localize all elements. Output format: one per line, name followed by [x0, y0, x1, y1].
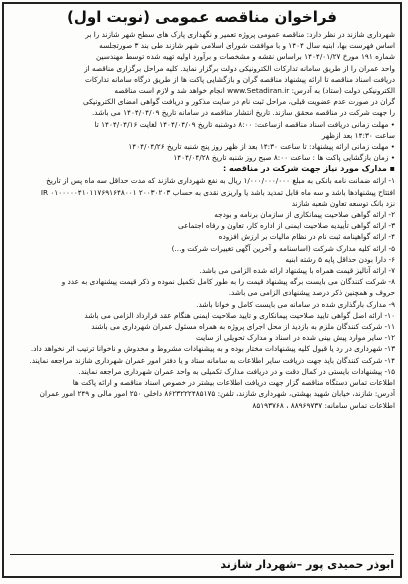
schedule-line: ساعت ۱۴:۳۰ بعد ازظهر: [321, 130, 395, 140]
document-item: ۲- ارائه گواهی صلاحیت پیمانکاری از سازمان برنامه و بودجه: [214, 210, 395, 220]
intro-line: شماره ۱۹۱ مورخ ۱۴۰۴/۰۱/۲۷ براساس نقشه و مشخصات و برآورد اولیه تهیه شده توسط مهندسین: [96, 52, 395, 62]
document-item: حروف و همچنین ذکر درصد پیشنهادی الزامی می باشد.: [228, 288, 395, 298]
document-item: ۹- مدارک بارگذاری شده در سامانه می بایست کامل و خوانا باشد.: [196, 299, 395, 309]
intro-line: را جهت شرکت در مناقصه محقق سازند. تاریخ انتشار مناقصه در سامانه تاریخ ۱۴۰۴/۰۴/۰۹ می باشد.: [91, 108, 395, 118]
signature: ابوذر حمیدی پور –شهردار شازند: [10, 554, 394, 573]
intro-line: اساس فهرست بها، ابنیه سال ۱۴۰۴ و با موافقت شورای اسلامی شهر شازند طی بند ۳ صورتجلسه: [99, 41, 395, 51]
document-item: ۷- ارائه آنالیز قیمت همراه با پیشنهاد ارائه شده الزامی می باشد.: [199, 266, 395, 276]
document-item: ۵- ارائه کلیه مدارک شرکت (اساسنامه و آخرین آگهی تغییرات شرکت و...): [171, 243, 395, 253]
contact-phone: اطلاعات تماس سامانه: ۸۸۹۶۹۷۳۷ ، ۸۵۱۹۳۷۶۸: [252, 400, 395, 410]
document-item: ۶- دارا بودن حداقل پایه ۵ رشته ابنیه: [285, 254, 395, 264]
schedule-line: • مهلت زمانی ارائه پیشنهاد: تا ساعت ۱۴:۳۰ بعد از ظهر روز پنج شنبه تاریخ ۱۴۰۴/۰۴/۲۶: [128, 142, 395, 152]
schedule-line: • مهلت زمانی دریافت اسناد مناقصه ازساعت: ۸:۰۰ دوشنبه تاریخ ۱۴۰۴/۰۴/۰۹ لغایت ۱۴۰۴/۰۴/۱۶ تا: [94, 119, 395, 129]
document-item: ۱۵- پیشنهادات بایستی در کمال دقت و در دریافت مدارک تکمیلی به واحد عمران شهرداری مراجعه نمایند.: [78, 366, 395, 376]
documents-heading: ▪ مدارک مورد نیاز جهت شرکت در مناقصه :: [9, 163, 395, 175]
intro-line: شهرداری شازند در نظر دارد: مناقصه عمومی پروژه تعمیر و نگهداری پارک های سطح شهر شازند را بر: [85, 30, 395, 39]
intro-paragraph: [9, 29, 395, 119]
document-item: ۱۲- سایر موارد پیش بینی شده در اسناد و مدارک تحویلی از سایت: [195, 333, 395, 343]
document-item: نزد بانک توسعه تعاون شعبه شازند: [291, 198, 395, 208]
documents-list: [9, 175, 395, 388]
contact-intro: اطلاعات تماس دستگاه مناقصه گزار جهت دریافت اطلاعات بیشتر در خصوص اسناد مناقصه و ارائه پاکت ها: [72, 378, 395, 388]
intro-line-url: الکترونیکی دولت (ستاد) به آدرس: www.Setadiran.ir انجام خواهد شد و لازم است مناقصه: [114, 86, 395, 96]
schedule-line: • زمان بازگشایی پاکت ها : ساعت ۸:۰۰ صبح روز شنبه تاریخ ۱۴۰۴/۰۴/۲۸: [173, 153, 395, 163]
tender-notice: [2, 2, 402, 578]
contact-block: [9, 388, 395, 410]
document-item: افتتاح پیشنهادها باشد و سه ماه قابل تمدید باشد یا واریزی نقدی به حساب IR ۰۱۰۰۰۰۰۴۱۰۱۱۷۶۹۱۶۴۸۰۰۱ ۲۰۰۳۰۲۰۳: [40, 187, 395, 197]
notice-title: فراخوان مناقصه عمومی (نوبت اول): [67, 8, 337, 26]
document-item: ۱۰- ارائه اصل گواهی تایید صلاحیت پیمانکاری و تایید صلاحیت ایمنی هنگام عقد قرارداد الزامی می باشد: [84, 310, 395, 320]
document-item: ۱۳- شهرداری در رد یا قبول کلیه پیشنهادات مختار بوده و به پیشنهادات مشروط و مخدوش و ناخوانا ترتیب اثر نخواهد داد.: [30, 344, 395, 354]
document-item: ۱- ارائه ضمانت نامه بانکی به مبلغ ۱/۰۰۰/۰۰۰/۰۰۰ ریال به نفع شهرداری شازند که مدت حداقل سه ماه پس از تاریخ: [46, 176, 395, 186]
document-item: ۸- شرکت کنندگان می بایست برگه پیشنهاد قیمت را به طور کامل تکمیل نموده و ذکر قیمت پیشنهادی به عدد و: [61, 277, 395, 287]
document-item: ۱۱- شرکت کنندگان ملزم به بازدید از محل اجرای پروژه به همراه مسئول عمران شهرداری می باشند: [91, 322, 395, 332]
intro-line: واحد عمران را از طریق سامانه تدارکات الکترونیکی دولت برگزار نماید. کلیه مراحل برگزاری مناقصه از: [84, 63, 395, 73]
intro-line: دریافت اسناد مناقصه تا ارائه پیشنهاد مناقصه گران و بازگشایی پاکت ها از طریق درگاه سامانه تدارکات: [85, 74, 395, 84]
schedule-block: [9, 119, 395, 164]
intro-line: گران در صورت عدم عضویت قبلی، مراحل ثبت نام در سایت مذکور و دریافت گواهی امضای الکترونیکی: [83, 97, 395, 107]
document-item: ۳- ارائه گواهی تأییدیه صلاحیت ایمنی از اداره کار، تعاون و رفاه اجتماعی: [178, 221, 395, 231]
document-item: ۱۴- شرکت کنندگان باید جهت دریافت سایر اطلاعات به سامانه ستاد و یا دفتر امور عمران شهرداری شازند مراجعه نمایند.: [29, 355, 395, 365]
contact-address: آدرس: شازند، خیابان شهید بهشتی، شهرداری شازند، تلفن: ۸۶۲۳۲۲۲۴۸۵۱۷۵ داخلی ۲۵۰ امور مالی و ۲۴۹ امور عمران: [39, 389, 395, 399]
document-item: ۴- ارائه گواهینامه ثبت نام در نظام مالیات بر ارزش افزوده: [218, 232, 395, 242]
